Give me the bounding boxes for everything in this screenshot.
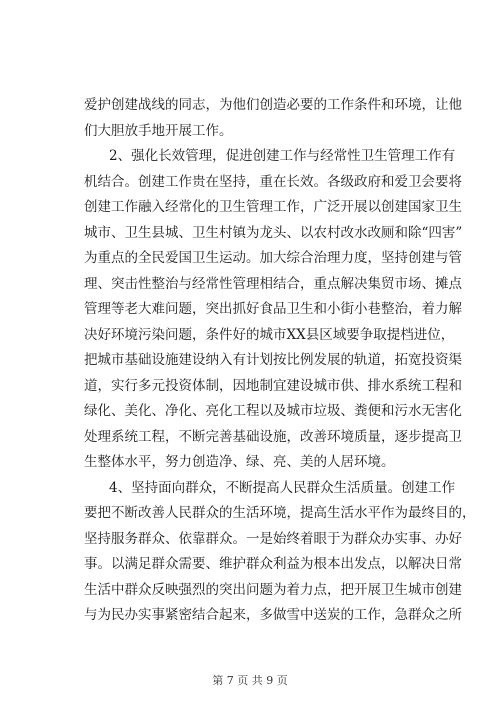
text-line: 决好环境污染问题，条件好的城市XX县区域要争取提档进位，: [84, 326, 455, 343]
text-line: 生活中群众反映强烈的突出问题为着力点，把开展卫生城市创建: [84, 581, 462, 598]
text-line: 理、突击性整治与经常性管理相结合，重点解决集贸市场、摊点: [84, 275, 462, 292]
document-body: [84, 93, 476, 629]
text-line: 管理等老大难问题，突出抓好食品卫生和小街小巷整治，着力解: [84, 301, 462, 317]
text-line: 处理系统工程，不断完善基础设施，改善环境质量，逐步提高卫: [84, 428, 462, 445]
paragraph-start-line: 4、坚持面向群众，不断提高人民群众生活质量。创建工作: [109, 479, 456, 496]
text-line: 生整体水平，努力创造净、绿、亮、美的人居环境。: [84, 454, 395, 470]
text-line: 事。以满足群众需要、维护群众利益为根本出发点，以解决日常: [84, 556, 462, 572]
text-line: 坚持服务群众、依靠群众。一是始终着眼于为群众办实事、办好: [84, 530, 462, 547]
text-line: 机结合。创建工作贵在坚持，重在长效。各级政府和爱卫会要将: [84, 173, 462, 190]
text-line: 道，实行多元投资体制，因地制宜建设城市供、排水系统工程和: [84, 377, 462, 394]
paragraph-start-line: 2、强化长效管理，促进创建工作与经常性卫生管理工作有: [109, 148, 456, 164]
text-line: 们大胆放手地开展工作。: [84, 122, 233, 139]
page-number-footer: 第 7 页 共 9 页: [212, 674, 288, 687]
text-line: 把城市基础设施建设纳入有计划按比例发展的轨道，拓宽投资渠: [84, 352, 462, 368]
text-line: 为重点的全民爱国卫生运动。加大综合治理力度，坚持创建与管: [84, 250, 462, 266]
text-line: 爱护创建战线的同志，为他们创造必要的工作条件和环境，让他: [84, 97, 462, 113]
text-line: 与为民办实事紧密结合起来，多做雪中送炭的工作，急群众之所: [84, 607, 462, 623]
text-line: 城市、卫生县城、卫生村镇为龙头、以农村改水改厕和除“四害”: [84, 224, 463, 241]
text-line: 创建工作融入经常化的卫生管理工作，广泛开展以创建国家卫生: [84, 199, 462, 215]
text-line: 绿化、美化、净化、亮化工程以及城市垃圾、粪便和污水无害化: [84, 403, 462, 419]
text-line: 要把不断改善人民群众的生活环境，提高生活水平作为最终目的，: [84, 505, 476, 521]
